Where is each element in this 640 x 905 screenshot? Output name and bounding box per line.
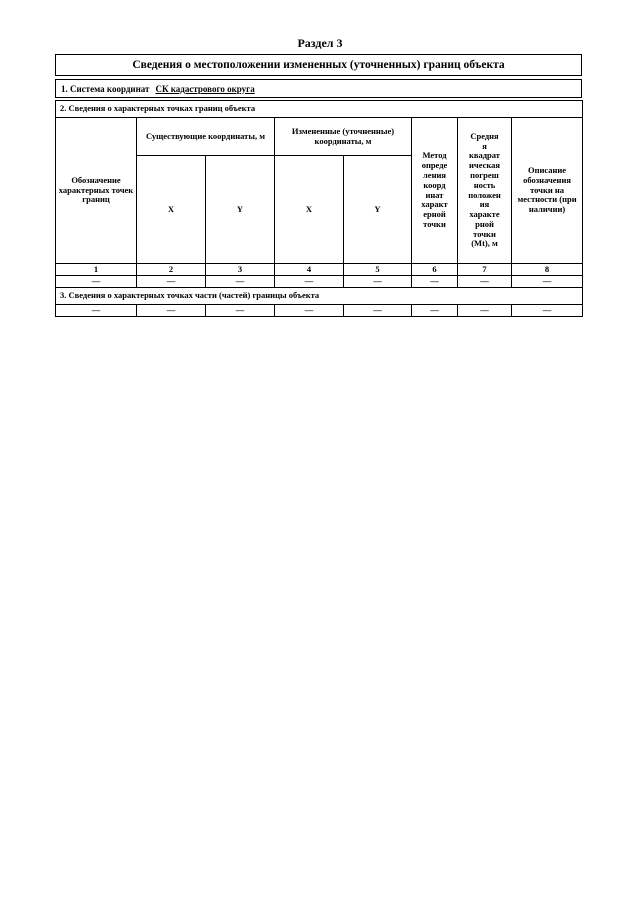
header-changed-y: Y — [344, 156, 412, 264]
table-cell: — — [458, 305, 512, 317]
header-line: ерной — [423, 209, 446, 220]
header-line: характе — [469, 209, 500, 220]
header-line: квадрат — [469, 150, 500, 161]
section3-title-row — [56, 288, 583, 305]
table-cell: — — [412, 305, 458, 317]
header-line: погреш — [470, 169, 499, 180]
column-number: 7 — [458, 264, 512, 276]
header-line: точки — [423, 218, 446, 229]
page-heading: Раздел 3 — [297, 36, 343, 50]
column-number: 2 — [137, 264, 206, 276]
section2-title: 2. Сведения о характерных точках границ объекта — [56, 101, 583, 118]
table-cell: — — [275, 276, 344, 288]
column-number: 8 — [512, 264, 583, 276]
header-description: Описание обозначения точки на местности (при наличии) — [512, 118, 583, 264]
table-cell: — — [512, 276, 583, 288]
header-designation: Обозначение характерных точек границ — [56, 118, 137, 264]
table-cell: — — [412, 276, 458, 288]
column-numbers-row — [56, 264, 583, 276]
table-cell: — — [56, 305, 137, 317]
section2-title-row — [56, 101, 583, 118]
header-line: ления — [423, 169, 446, 180]
header-line: опреде — [421, 160, 448, 171]
table-cell: — — [206, 276, 275, 288]
column-number: 6 — [412, 264, 458, 276]
boundary-points-table — [55, 100, 583, 317]
header-line: ность — [473, 179, 496, 190]
header-existing-x: X — [137, 156, 206, 264]
header-line: коорд — [423, 179, 446, 190]
section3-data-row — [56, 305, 583, 317]
header-line: я — [482, 140, 487, 151]
column-number: 3 — [206, 264, 275, 276]
section3-title: 3. Сведения о характерных точках части (частей) границы объекта — [56, 288, 583, 305]
header-existing-coords: Существующие координаты, м — [137, 118, 275, 156]
table-cell: — — [206, 305, 275, 317]
header-line: ическая — [469, 160, 500, 171]
coordinate-system-value: СК кадастрового округа — [155, 83, 255, 94]
header-mean-error — [458, 118, 512, 264]
header-line: инат — [425, 189, 444, 200]
header-line: Средня — [470, 130, 499, 141]
column-number: 4 — [275, 264, 344, 276]
header-changed-x: X — [275, 156, 344, 264]
table-cell: — — [458, 276, 512, 288]
header-method — [412, 118, 458, 264]
column-number: 5 — [344, 264, 412, 276]
header-row-top — [56, 118, 583, 156]
header-line: характ — [421, 199, 448, 210]
coordinate-system-row — [55, 79, 582, 98]
header-line: ия — [479, 199, 490, 210]
header-line: (Mt), м — [471, 238, 498, 249]
section2-data-row — [56, 276, 583, 288]
table-cell: — — [344, 305, 412, 317]
header-line: Метод — [422, 150, 447, 161]
table-cell: — — [512, 305, 583, 317]
column-number: 1 — [56, 264, 137, 276]
table-cell: — — [137, 305, 206, 317]
document-title: Сведения о местоположении измененных (уточненных) границ объекта — [55, 54, 582, 76]
header-line: точки — [473, 228, 496, 239]
header-existing-y: Y — [206, 156, 275, 264]
header-line: рной — [475, 218, 494, 229]
header-changed-coords: Измененные (уточненные) координаты, м — [275, 118, 412, 156]
table-cell: — — [275, 305, 344, 317]
coordinate-system-label: 1. Система координат — [61, 83, 150, 94]
table-cell: — — [344, 276, 412, 288]
table-cell: — — [56, 276, 137, 288]
table-cell: — — [137, 276, 206, 288]
header-line: положен — [468, 189, 501, 200]
